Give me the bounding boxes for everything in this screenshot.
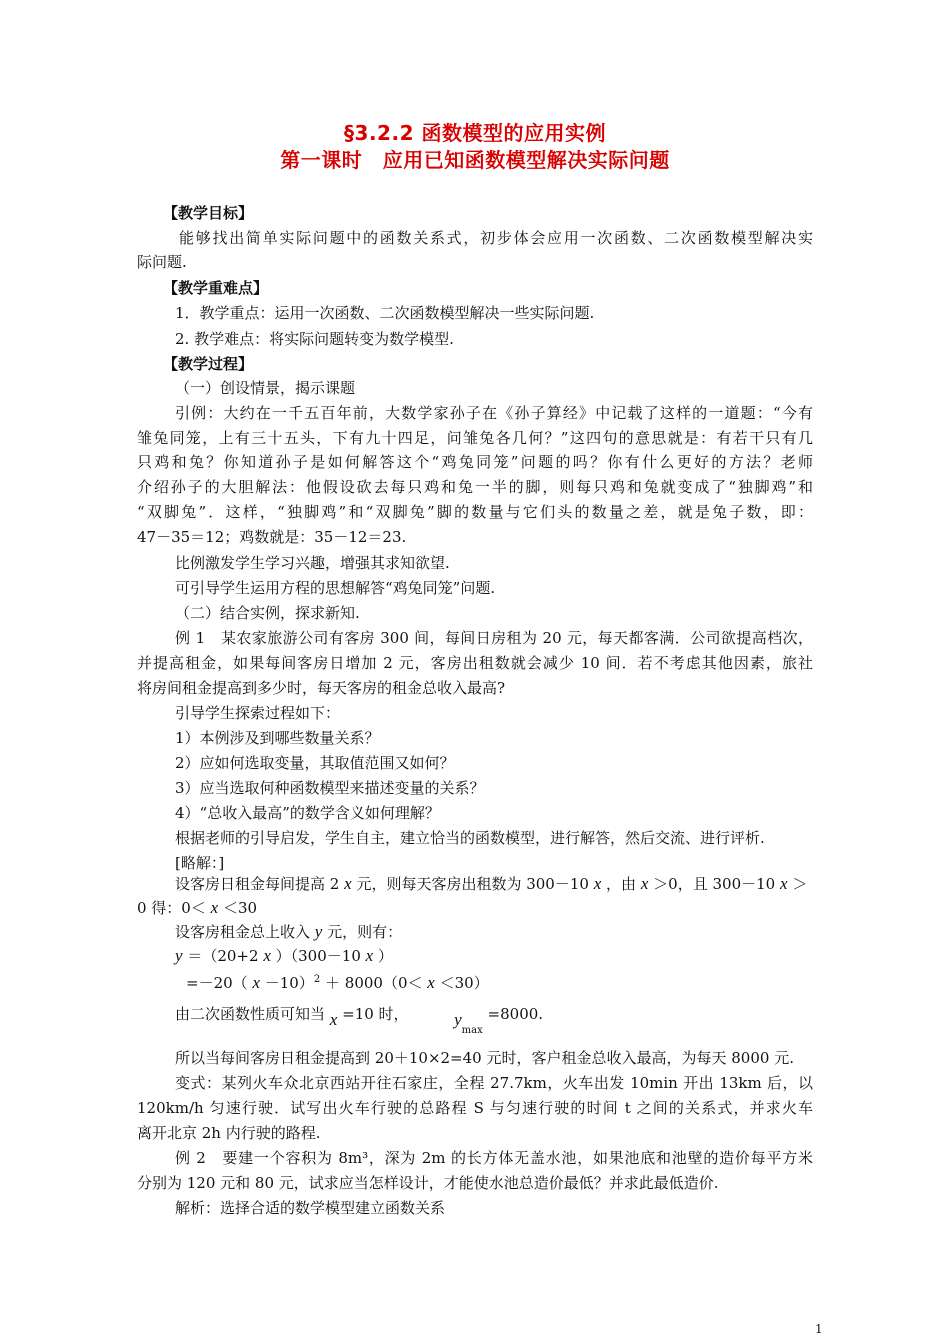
max-text: =8000. [487,1005,544,1023]
solution-text: 元，则有： [327,923,403,941]
variable-x: x [329,1010,338,1029]
solution-text: 设客房日租金每间提高 2 [175,875,340,893]
equation-text: ＜30） [439,974,489,992]
solution-text: 0 得：0＜ [137,899,206,917]
answer-line: 所以当每间客房日租金提高到 20＋10×2=40 元时，客户租金总收入最高，为每天 8000 元. [175,1049,794,1067]
variable-x: x [344,874,352,893]
equation-text: =－20（ [186,974,248,992]
equation-text: ＋ 8000（0＜ [325,974,423,992]
page-number: 1 [815,1322,823,1336]
variable-x: x [263,946,271,965]
variable-y: y [314,922,323,941]
solution-line-2 [137,898,257,918]
heading-process: 【教学过程】 [163,355,254,373]
equation-text: ）（300－10 [275,947,361,965]
variable-x: x [593,874,602,893]
solution-text: 元，则每天客房出租数为 300－10 [356,875,589,893]
equation-line-2 [186,970,489,993]
solution-text: 设客房租金总上收入 [175,923,311,941]
max-line [175,1004,544,1036]
variant-line-1: 变式：某列火车众北京西站开往石家庄，全程 27.7km，火车出发 10min 开出 13km 后，以 [175,1074,813,1092]
guide-answer-text: 根据老师的引导启发，学生自主，建立恰当的函数模型，进行解答，然后交流、进行评析. [175,829,765,847]
example1-line-3: 将房间租金提高到多少时，每天客房的租金总收入最高? [137,679,506,697]
equation-text: ） [377,947,393,965]
explore-text: 引导学生探索过程如下： [175,704,341,722]
variable-x: x [427,973,435,992]
variable-y: y [454,1010,462,1029]
example1-line-1: 例 1 某农家旅游公司有客房 300 间，每间日房租为 20 元，每天都客满．公司欲提高档次， [175,629,813,647]
guide-equation-text: 可引导学生运用方程的思想解答“鸡兔同笼”问题. [175,579,496,597]
question-1: 1）本例涉及到哪些数量关系？ [175,729,380,747]
exponent-2: 2 [313,974,321,985]
example2-line-1: 例 2 要建一个容积为 8m³，深为 2m 的长方体无盖水池，如果池底和池壁的造价每平方米 [175,1149,813,1167]
variant-line-2: 120km/h 匀速行驶．试写出火车行驶的总路程 S 与匀速行驶的时间 t 之间的关系式，并求火车 [137,1099,813,1117]
question-4: 4）“总收入最高”的数学含义如何理解？ [175,804,440,822]
analysis-line: 解析：选择合适的数学模型建立函数关系 [175,1199,446,1217]
equation-line-1 [175,946,393,966]
title-line-2: 第一课时 应用已知函数模型解决实际问题 [280,148,670,172]
variable-x: x [365,946,374,965]
example2-line-2: 分别为 120 元和 80 元，试求应当怎样设计，才能使水池总造价最低？并求此最低造价. [137,1174,719,1192]
variable-x: x [640,874,649,893]
variable-x: x [210,898,219,917]
max-text: 由二次函数性质可知当 [175,1005,326,1023]
question-3: 3）应当选取何种函数模型来描述变量的关系？ [175,779,485,797]
goal-text-1: 能够找出简单实际问题中的函数关系式，初步体会应用一次函数、二次函数模型解决实 [179,229,813,247]
keypoint-2: 2. 教学难点：将实际问题转变为数学模型. [175,330,454,348]
sketch-label: [略解：] [175,854,225,872]
part1-heading: （一）创设情景，揭示课题 [175,379,356,397]
title-line-1: §3.2.2 函数模型的应用实例 [344,121,606,145]
intro-line-3: 只鸡和兔？你知道孙子是如何解答这个“鸡兔同笼”问题的吗？你有什么更好的方法？老师 [137,453,813,471]
solution-line-1 [175,874,807,894]
question-2: 2）应如何选取变量，其取值范围又如何？ [175,754,455,772]
intro-line-5: “双脚兔”．这样，“独脚鸡”和“双脚兔”脚的数量与它们头的数量之差，就是兔子数，即： [137,503,813,521]
solution-text: ＜30 [222,899,258,917]
goal-text-2: 际问题. [137,253,187,271]
variable-y: y [175,946,183,965]
solution-text: ＞0，且 300－10 [653,875,776,893]
solution-text: ，由 [606,875,637,893]
variable-x: x [252,973,260,992]
solution-text: ＞ [792,875,808,893]
variant-line-3: 离开北京 2h 内行驶的路程. [137,1124,321,1142]
heading-key-points: 【教学重难点】 [163,279,269,297]
max-text: =10 时， [342,1005,409,1023]
keypoint-1: 1．教学重点：运用一次函数、二次函数模型解决一些实际问题. [175,304,595,322]
solution-line-3 [175,922,402,942]
intro-line-1: 引例：大约在一千五百年前，大数学家孙子在《孙子算经》中记载了这样的一道题：“今有 [175,404,813,422]
example1-line-2: 并提高租金，如果每间客房日增加 2 元，客房出租数就会减少 10 间．若不考虑其他因素，旅社 [137,654,813,672]
intro-line-2: 雏兔同笼，上有三十五头，下有九十四足，问雏兔各几何？”这四句的意思就是：有若干只有几 [137,429,813,447]
interest-text: 比例激发学生学习兴趣，增强其求知欲望. [175,554,450,572]
subscript-max: max [461,1025,483,1036]
intro-line-6: 47－35＝12；鸡数就是：35－12＝23. [137,528,407,546]
equation-text: ＝（20+2 [187,947,259,965]
part2-heading: （二）结合实例，探求新知. [175,604,360,622]
heading-teaching-goals: 【教学目标】 [163,204,254,222]
intro-line-4: 介绍孙子的大胆解法：他假设砍去每只鸡和兔一半的脚，则每只鸡和兔就变成了“独脚鸡”和 [137,478,813,496]
equation-text: －10） [264,974,314,992]
variable-x: x [779,874,788,893]
